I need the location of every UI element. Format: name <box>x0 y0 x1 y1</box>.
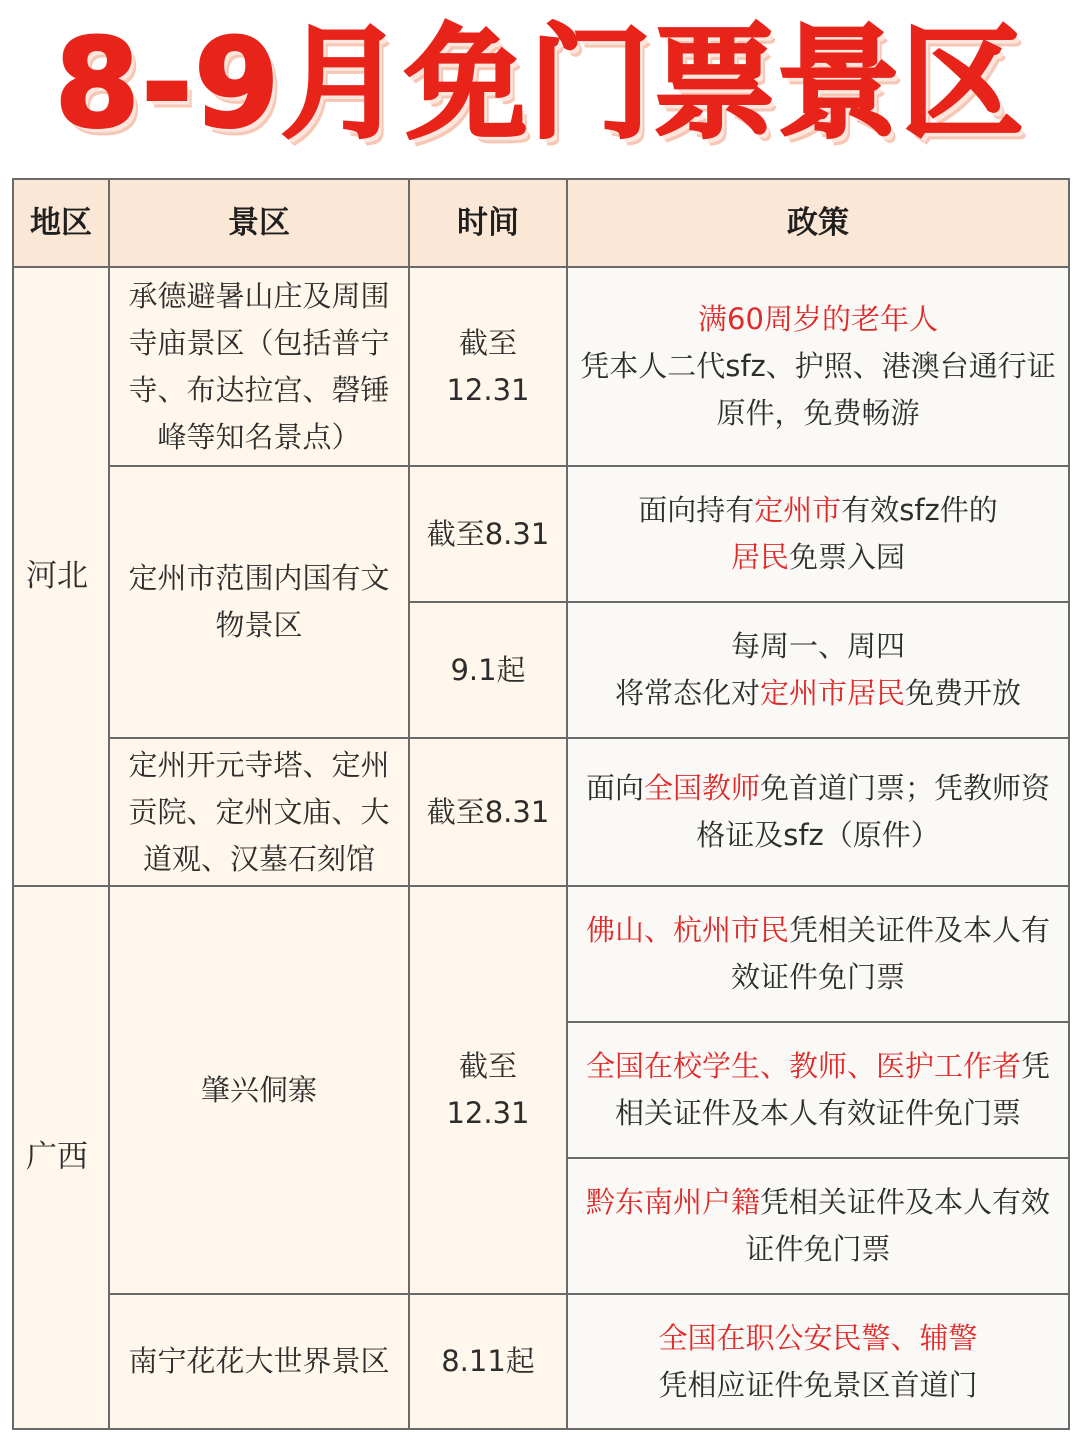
policy-cell <box>567 602 1069 738</box>
policy-text: 免费开放 <box>905 676 1022 710</box>
time-cell: 截至12.31 <box>409 267 567 466</box>
table-row <box>13 886 1069 1022</box>
policy-cell <box>567 466 1069 602</box>
policy-text: 有效sfz件的 <box>841 493 998 527</box>
spot-cell: 定州市范围内国有文物景区 <box>109 466 409 738</box>
table-header-row <box>13 179 1069 267</box>
policy-text: 凭本人二代sfz、护照、港澳台通行证原件，免费畅游 <box>580 349 1056 430</box>
time-cell: 9.1起 <box>409 602 567 738</box>
policy-text: 免票入园 <box>789 540 906 574</box>
region-cell-hebei: 河北 <box>13 267 109 886</box>
policy-highlight: 满60周岁的老年人 <box>698 302 938 336</box>
table-row <box>13 267 1069 466</box>
table-row <box>13 466 1069 602</box>
page-title: 8-9月免门票景区 <box>54 13 1026 155</box>
policy-cell <box>567 267 1069 466</box>
policy-text: 每周一、周四 <box>730 629 905 663</box>
spot-cell: 定州开元寺塔、定州贡院、定州文庙、大道观、汉墓石刻馆 <box>109 738 409 886</box>
policy-cell <box>567 1294 1069 1429</box>
scenic-spots-table-wrapper <box>12 178 1068 1428</box>
policy-text: 凭相关证件及本人有效证件免门票 <box>745 1185 1051 1266</box>
table-row <box>13 1294 1069 1429</box>
policy-highlight: 定州市居民 <box>759 676 905 710</box>
scenic-spots-table <box>12 178 1070 1430</box>
time-cell: 截至12.31 <box>409 886 567 1294</box>
time-cell: 8.11起 <box>409 1294 567 1429</box>
policy-cell <box>567 886 1069 1022</box>
policy-highlight: 全国在职公安民警、辅警 <box>658 1320 978 1355</box>
policy-highlight: 黔东南州户籍 <box>585 1185 760 1219</box>
time-cell: 截至8.31 <box>409 466 567 602</box>
policy-text: 凭相关证件及本人有效证件免门票 <box>614 1049 1051 1130</box>
policy-cell <box>567 738 1069 886</box>
table-row <box>13 738 1069 886</box>
policy-cell <box>567 1022 1069 1158</box>
spot-cell: 南宁花花大世界景区 <box>109 1294 409 1429</box>
header-policy: 政策 <box>567 179 1069 267</box>
policy-text: 免首道门票；凭教师资格证及sfz（原件） <box>696 771 1051 852</box>
title-banner <box>0 0 1080 168</box>
policy-text: 面向 <box>585 771 644 805</box>
time-cell: 截至8.31 <box>409 738 567 886</box>
header-spot: 景区 <box>109 179 409 267</box>
policy-cell <box>567 1158 1069 1294</box>
spot-cell: 肇兴侗寨 <box>109 886 409 1294</box>
header-region: 地区 <box>13 179 109 267</box>
policy-text: 凭相关证件及本人有效证件免门票 <box>730 913 1051 994</box>
policy-text: 凭相应证件免景区首道门 <box>658 1367 978 1402</box>
policy-highlight: 定州市 <box>754 493 842 527</box>
region-cell-guangxi: 广西 <box>13 886 109 1429</box>
spot-cell: 承德避暑山庄及周围寺庙景区（包括普宁寺、布达拉宫、磬锤峰等知名景点） <box>109 267 409 466</box>
policy-text: 面向持有 <box>638 493 755 527</box>
policy-highlight: 居民 <box>730 540 789 574</box>
policy-highlight: 佛山、杭州市民 <box>585 913 789 947</box>
policy-text: 将常态化对 <box>614 676 760 710</box>
policy-highlight: 全国教师 <box>643 771 760 805</box>
header-time: 时间 <box>409 179 567 267</box>
policy-highlight: 全国在校学生、教师、医护工作者 <box>585 1049 1021 1083</box>
